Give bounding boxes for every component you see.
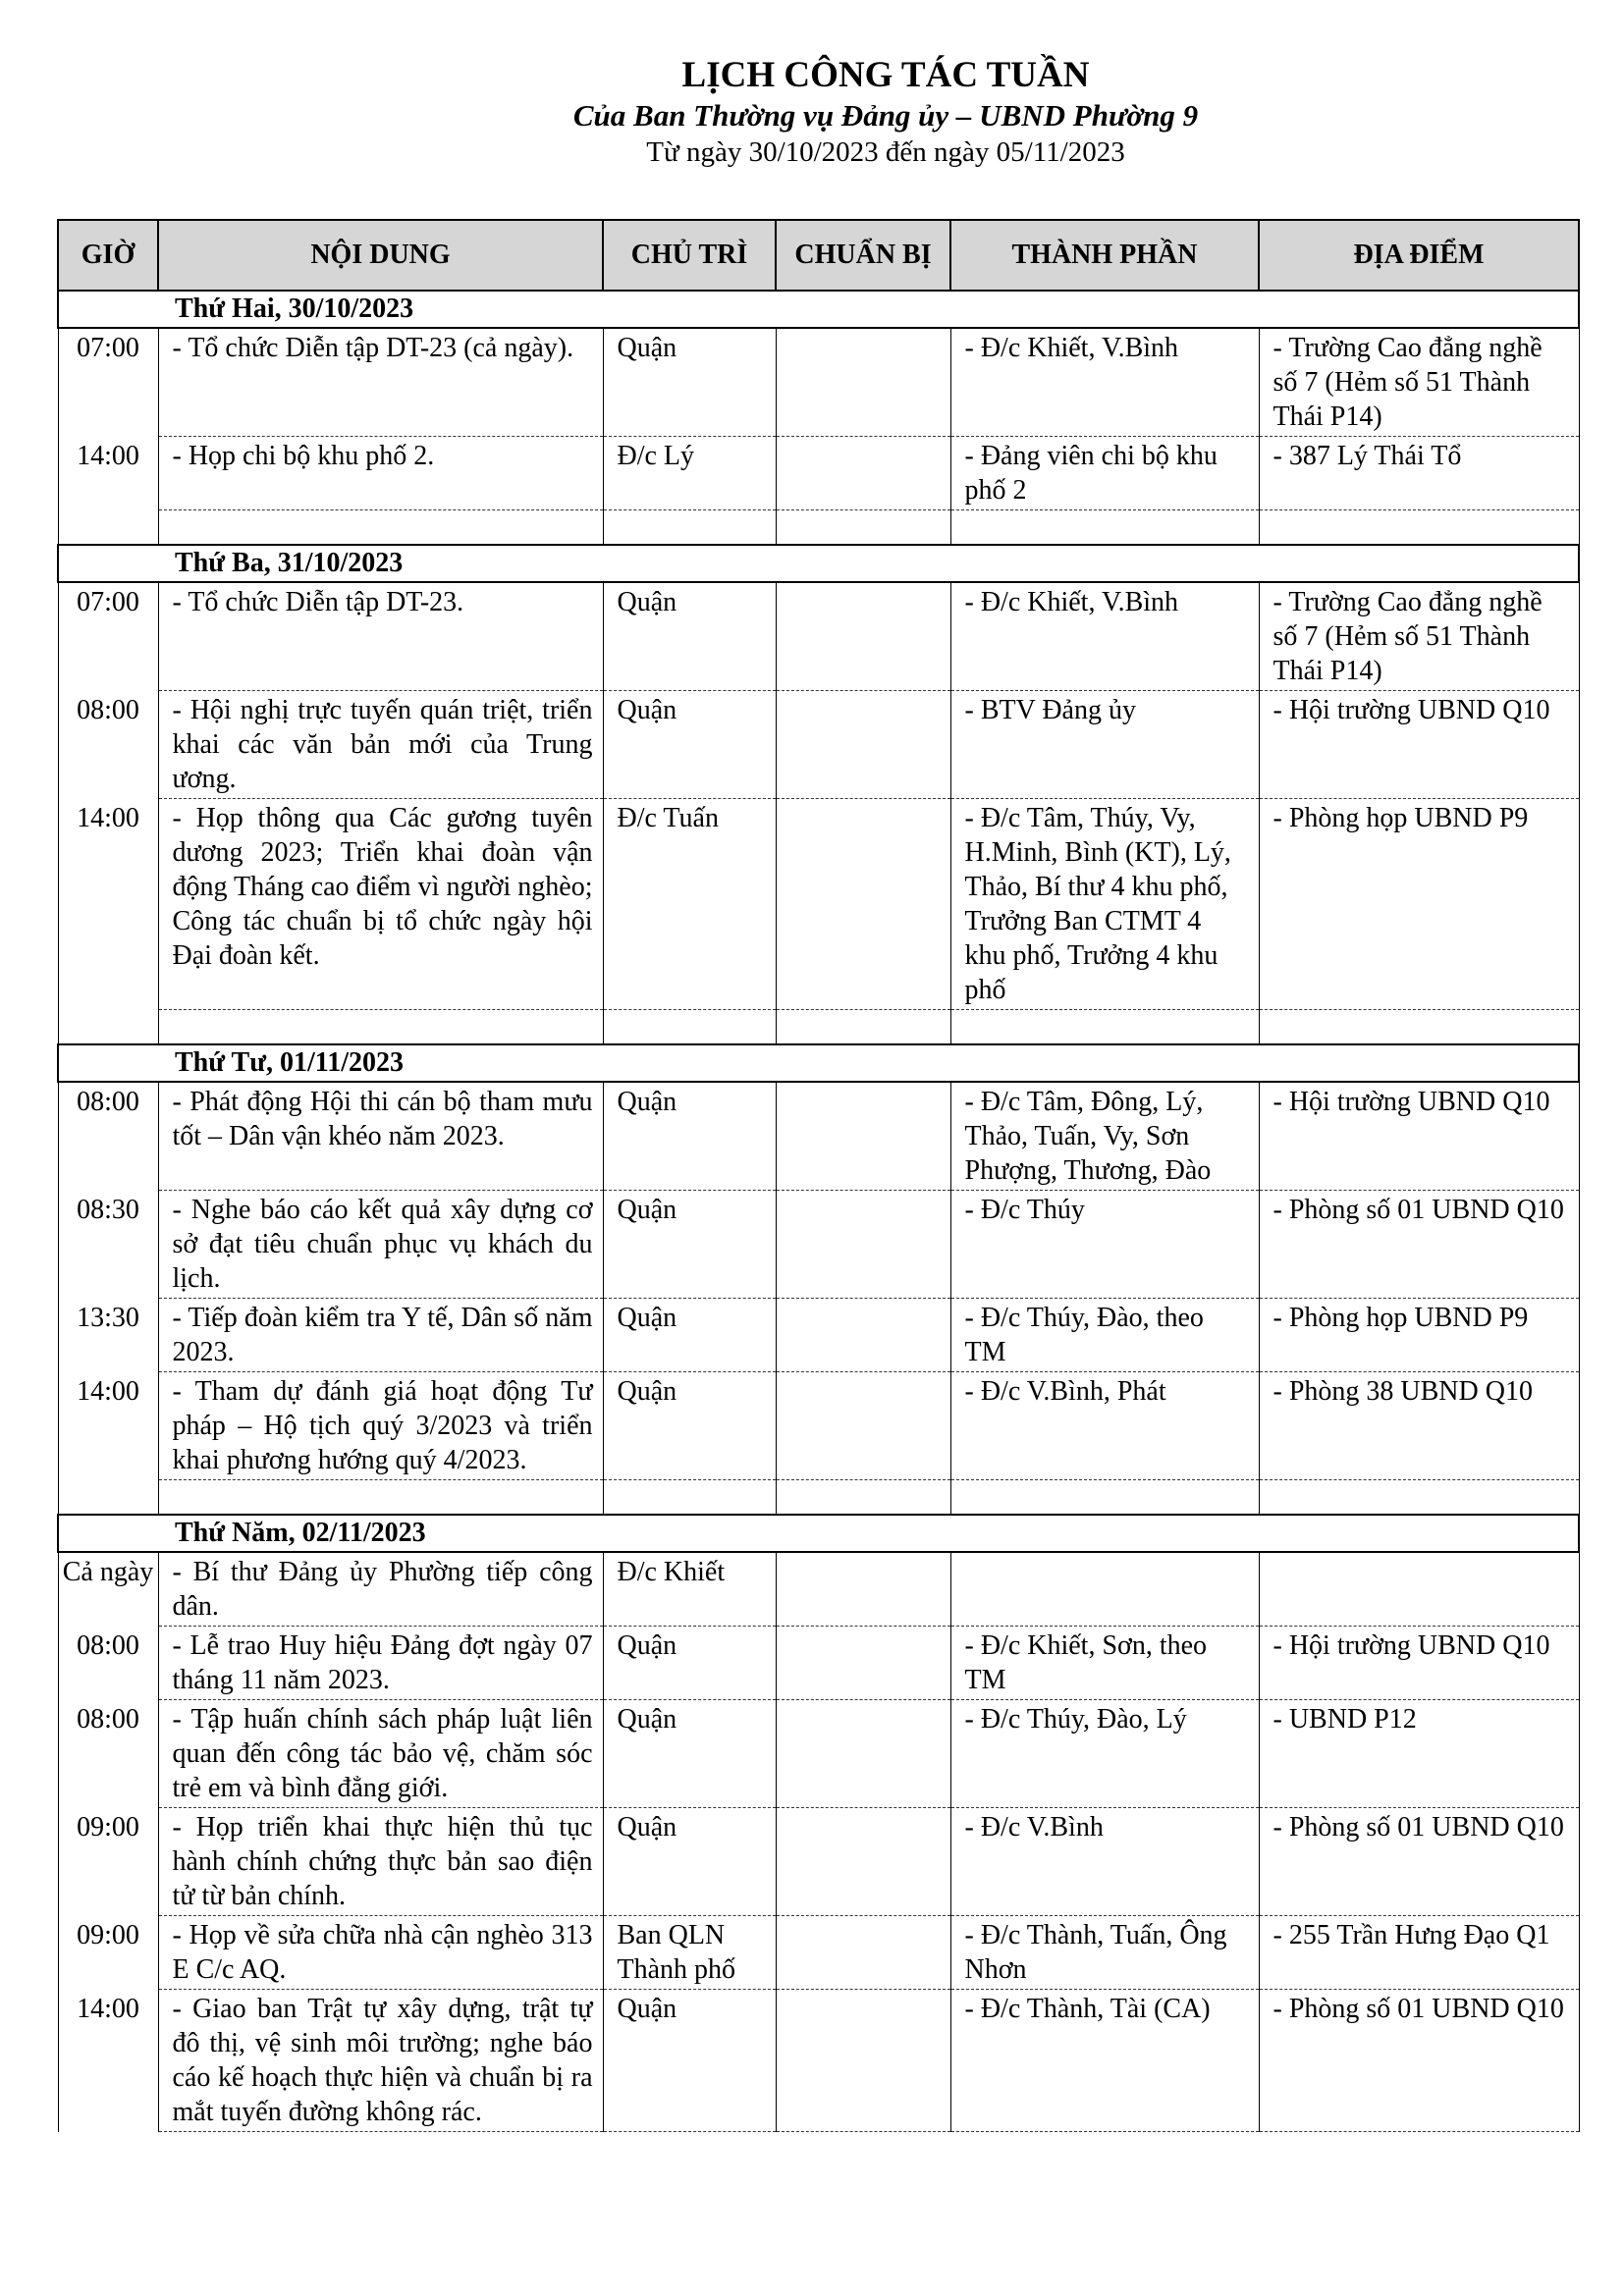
table-row	[58, 1916, 1579, 1990]
cell-location: - Phòng số 01 UBND Q10	[1259, 1808, 1579, 1916]
cell-location: - Phòng họp UBND P9	[1259, 1299, 1579, 1372]
cell-host: Quận	[603, 1299, 776, 1372]
cell-time: 08:00	[58, 1700, 158, 1808]
cell-location	[1259, 1552, 1579, 1627]
cell-location: - Phòng số 01 UBND Q10	[1259, 1990, 1579, 2132]
schedule-table	[57, 219, 1580, 2132]
column-header-members: THÀNH PHẦN	[950, 220, 1259, 291]
cell-members: - Đ/c V.Bình	[950, 1808, 1259, 1916]
table-row	[58, 799, 1579, 1010]
empty-cell	[158, 1010, 603, 1045]
cell-location: - Phòng họp UBND P9	[1259, 799, 1579, 1010]
day-header-row	[58, 545, 1579, 582]
cell-content: - Hội nghị trực tuyến quán triệt, triển khai các văn bản mới của Trung ương.	[158, 691, 603, 799]
cell-members: - Đảng viên chi bộ khu phố 2	[950, 437, 1259, 510]
column-header-content: NỘI DUNG	[158, 220, 603, 291]
cell-time: 14:00	[58, 1372, 158, 1480]
cell-location: - Phòng số 01 UBND Q10	[1259, 1191, 1579, 1299]
cell-time: Cả ngày	[58, 1552, 158, 1627]
cell-time: 08:30	[58, 1191, 158, 1299]
cell-content: - Tập huấn chính sách pháp luật liên quan đến công tác bảo vệ, chăm sóc trẻ em và bình đẳng giới.	[158, 1700, 603, 1808]
empty-cell	[1259, 1480, 1579, 1516]
cell-location: - Trường Cao đẳng nghề số 7 (Hẻm số 51 Thành Thái P14)	[1259, 328, 1579, 437]
cell-content: - Lễ trao Huy hiệu Đảng đợt ngày 07 tháng 11 năm 2023.	[158, 1627, 603, 1700]
cell-time: 14:00	[58, 437, 158, 510]
cell-members: - Đ/c Khiết, V.Bình	[950, 328, 1259, 437]
empty-cell	[58, 1010, 158, 1045]
empty-cell	[58, 510, 158, 546]
cell-content: - Họp về sửa chữa nhà cận nghèo 313 E C/c AQ.	[158, 1916, 603, 1990]
empty-cell	[776, 510, 950, 546]
cell-members: - Đ/c Thúy	[950, 1191, 1259, 1299]
table-row	[58, 1552, 1579, 1627]
cell-location: - Hội trường UBND Q10	[1259, 1627, 1579, 1700]
cell-host: Quận	[603, 1808, 776, 1916]
cell-content: - Phát động Hội thi cán bộ tham mưu tốt – Dân vận khéo năm 2023.	[158, 1082, 603, 1191]
empty-cell	[603, 510, 776, 546]
cell-prep	[776, 1552, 950, 1627]
cell-time: 08:00	[58, 1627, 158, 1700]
cell-time: 14:00	[58, 1990, 158, 2132]
cell-members: - Đ/c Khiết, Sơn, theo TM	[950, 1627, 1259, 1700]
cell-members: - Đ/c Tâm, Đông, Lý, Thảo, Tuấn, Vy, Sơn Phượng, Thương, Đào	[950, 1082, 1259, 1191]
cell-location: - Hội trường UBND Q10	[1259, 1082, 1579, 1191]
cell-time: 09:00	[58, 1916, 158, 1990]
column-header-location: ĐỊA ĐIỂM	[1259, 220, 1579, 291]
cell-content: - Nghe báo cáo kết quả xây dựng cơ sở đạt tiêu chuẩn phục vụ khách du lịch.	[158, 1191, 603, 1299]
table-row	[58, 582, 1579, 691]
column-header-time: GIỜ	[58, 220, 158, 291]
cell-time: 13:30	[58, 1299, 158, 1372]
page-subtitle: Của Ban Thường vụ Đảng ủy – UBND Phường 9	[572, 98, 1199, 133]
empty-cell	[603, 1480, 776, 1516]
empty-cell	[776, 1480, 950, 1516]
table-header-row	[58, 220, 1579, 291]
day-label: Thứ Tư, 01/11/2023	[58, 1044, 1579, 1082]
cell-prep	[776, 1372, 950, 1480]
cell-content: - Tổ chức Diễn tập DT-23.	[158, 582, 603, 691]
cell-members: - BTV Đảng ủy	[950, 691, 1259, 799]
empty-cell	[58, 1480, 158, 1516]
day-header-row	[58, 1044, 1579, 1082]
cell-time: 07:00	[58, 328, 158, 437]
column-header-host: CHỦ TRÌ	[603, 220, 776, 291]
empty-cell	[1259, 510, 1579, 546]
cell-members: - Đ/c Khiết, V.Bình	[950, 582, 1259, 691]
day-header-row	[58, 1515, 1579, 1552]
table-row	[58, 1082, 1579, 1191]
cell-host: Đ/c Tuấn	[603, 799, 776, 1010]
table-row	[58, 1372, 1579, 1480]
cell-location: - Phòng 38 UBND Q10	[1259, 1372, 1579, 1480]
cell-prep	[776, 1627, 950, 1700]
cell-location: - 255 Trần Hưng Đạo Q1	[1259, 1916, 1579, 1990]
cell-host: Quận	[603, 1700, 776, 1808]
cell-host: Quận	[603, 1191, 776, 1299]
cell-host: Quận	[603, 328, 776, 437]
cell-time: 08:00	[58, 1082, 158, 1191]
day-label: Thứ Ba, 31/10/2023	[58, 545, 1579, 582]
cell-content: - Tham dự đánh giá hoạt động Tư pháp – Hộ tịch quý 3/2023 và triển khai phương hướng quý 4/2023.	[158, 1372, 603, 1480]
table-row	[58, 1627, 1579, 1700]
table-row	[58, 1299, 1579, 1372]
cell-members	[950, 1552, 1259, 1627]
empty-cell	[603, 1010, 776, 1045]
cell-location: - 387 Lý Thái Tổ	[1259, 437, 1579, 510]
cell-prep	[776, 799, 950, 1010]
cell-host: Quận	[603, 1082, 776, 1191]
table-row	[58, 1191, 1579, 1299]
cell-host: Ban QLN Thành phố	[603, 1916, 776, 1990]
cell-members: - Đ/c Thúy, Đào, theo TM	[950, 1299, 1259, 1372]
cell-content: - Họp thông qua Các gương tuyên dương 2023; Triển khai đoàn vận động Tháng cao điểm vì người nghèo; Công tác chuẩn bị tổ chức ngày hội Đại đoàn kết.	[158, 799, 603, 1010]
cell-host: Quận	[603, 1990, 776, 2132]
cell-time: 14:00	[58, 799, 158, 1010]
table-row	[58, 1808, 1579, 1916]
table-row	[58, 1990, 1579, 2132]
cell-location: - Trường Cao đẳng nghề số 7 (Hẻm số 51 Thành Thái P14)	[1259, 582, 1579, 691]
cell-content: - Họp triển khai thực hiện thủ tục hành chính chứng thực bản sao điện tử từ bản chính.	[158, 1808, 603, 1916]
cell-members: - Đ/c Tâm, Thúy, Vy, H.Minh, Bình (KT), Lý, Thảo, Bí thư 4 khu phố, Trưởng Ban CTMT 4 khu phố, Trưởng 4 khu phố	[950, 799, 1259, 1010]
cell-time: 08:00	[58, 691, 158, 799]
empty-cell	[1259, 1010, 1579, 1045]
table-row	[58, 328, 1579, 437]
cell-time: 09:00	[58, 1808, 158, 1916]
cell-members: - Đ/c Thúy, Đào, Lý	[950, 1700, 1259, 1808]
cell-prep	[776, 1299, 950, 1372]
cell-host: Quận	[603, 1627, 776, 1700]
cell-location: - Hội trường UBND Q10	[1259, 691, 1579, 799]
empty-cell	[950, 1010, 1259, 1045]
table-row	[58, 437, 1579, 510]
cell-prep	[776, 1990, 950, 2132]
cell-host: Quận	[603, 582, 776, 691]
cell-host: Đ/c Lý	[603, 437, 776, 510]
spacer-row	[58, 510, 1579, 546]
table-row	[58, 1700, 1579, 1808]
table-row	[58, 691, 1579, 799]
cell-host: Đ/c Khiết	[603, 1552, 776, 1627]
cell-content: - Tiếp đoàn kiểm tra Y tế, Dân số năm 2023.	[158, 1299, 603, 1372]
cell-members: - Đ/c Thành, Tuấn, Ông Nhơn	[950, 1916, 1259, 1990]
cell-prep	[776, 1808, 950, 1916]
cell-location: - UBND P12	[1259, 1700, 1579, 1808]
date-range: Từ ngày 30/10/2023 đến ngày 05/11/2023	[646, 136, 1125, 168]
empty-cell	[776, 1010, 950, 1045]
cell-members: - Đ/c Thành, Tài (CA)	[950, 1990, 1259, 2132]
cell-prep	[776, 437, 950, 510]
cell-host: Quận	[603, 1372, 776, 1480]
cell-prep	[776, 1082, 950, 1191]
day-header-row	[58, 291, 1579, 328]
column-header-prep: CHUẨN BỊ	[776, 220, 950, 291]
spacer-row	[58, 1010, 1579, 1045]
spacer-row	[58, 1480, 1579, 1516]
day-label: Thứ Hai, 30/10/2023	[58, 291, 1579, 328]
empty-cell	[158, 1480, 603, 1516]
cell-content: - Giao ban Trật tự xây dựng, trật tự đô thị, vệ sinh môi trường; nghe báo cáo kế hoạch thực hiện và chuẩn bị ra mắt tuyến đường không rác.	[158, 1990, 603, 2132]
empty-cell	[950, 1480, 1259, 1516]
cell-host: Quận	[603, 691, 776, 799]
cell-prep	[776, 1916, 950, 1990]
page-title: LỊCH CÔNG TÁC TUẦN	[681, 55, 1090, 95]
cell-members: - Đ/c V.Bình, Phát	[950, 1372, 1259, 1480]
cell-prep	[776, 582, 950, 691]
day-label: Thứ Năm, 02/11/2023	[58, 1515, 1579, 1552]
cell-content: - Bí thư Đảng ủy Phường tiếp công dân.	[158, 1552, 603, 1627]
cell-time: 07:00	[58, 582, 158, 691]
cell-prep	[776, 1700, 950, 1808]
cell-content: - Tổ chức Diễn tập DT-23 (cả ngày).	[158, 328, 603, 437]
schedule-body	[58, 291, 1579, 2132]
empty-cell	[158, 510, 603, 546]
cell-prep	[776, 328, 950, 437]
cell-content: - Họp chi bộ khu phố 2.	[158, 437, 603, 510]
empty-cell	[950, 510, 1259, 546]
cell-prep	[776, 691, 950, 799]
cell-prep	[776, 1191, 950, 1299]
document-header	[0, 54, 1624, 170]
